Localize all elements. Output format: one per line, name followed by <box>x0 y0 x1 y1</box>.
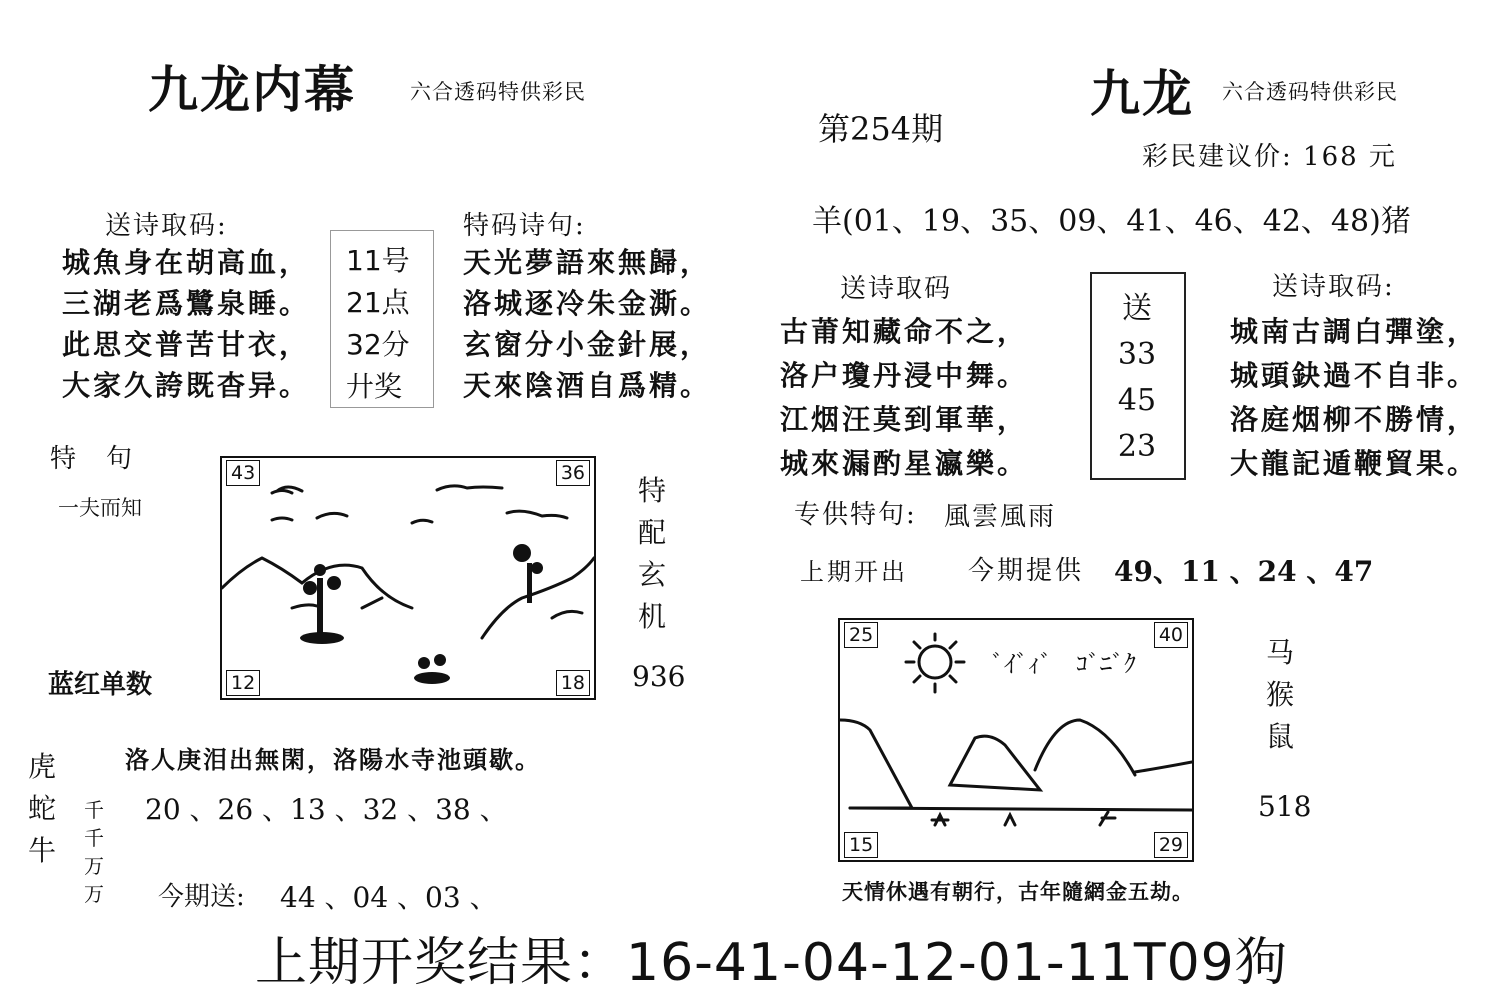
middle-item: 廾奖 <box>346 370 403 403</box>
vertical-char: 玄 <box>638 558 667 591</box>
left-title: 九龙内幕 <box>148 60 356 119</box>
poem-line: 大龍記遁鞭貿果。 <box>1230 447 1479 480</box>
poem-line: 天來陰酒自爲精。 <box>463 369 712 402</box>
corner-label: 29 <box>1154 832 1188 858</box>
left-middle-list <box>346 240 410 408</box>
right-poem-b <box>1230 310 1478 486</box>
right-side-vertical <box>1266 632 1294 758</box>
poem-line: 城來漏酌星瀛樂。 <box>780 447 1029 480</box>
issue-number: 第254期 <box>818 110 944 148</box>
right-subtitle: 六合透码特供彩民 <box>1222 80 1398 104</box>
poem-line: 城南古調白彈塗， <box>1230 315 1479 348</box>
zodiac-end: 猪 <box>1380 204 1411 239</box>
vertical-char: 蛇 <box>28 792 57 825</box>
left-poem-heading-a: 送诗取码: <box>105 211 228 241</box>
right-poem-heading-b: 送诗取码: <box>1272 272 1395 302</box>
vertical-char: 配 <box>638 516 667 549</box>
vertical-char: 千 <box>84 826 104 850</box>
vertical-char: 虎 <box>28 750 57 783</box>
vertical-char: 万 <box>84 882 104 906</box>
this-provide-numbers: 49、11 、24 、47 <box>1114 555 1374 588</box>
middle-item: 21点 <box>346 286 410 319</box>
vertical-char: 机 <box>638 600 667 633</box>
tejv-text: 一夫而知 <box>58 496 142 520</box>
middle-item: 11号 <box>346 244 410 277</box>
middle-item: 32分 <box>346 328 410 361</box>
poem-line: 天光夢語來無歸， <box>463 246 712 279</box>
left-zodiac-vertical <box>28 746 56 872</box>
corner-label: 36 <box>556 460 590 486</box>
vertical-char: 千 <box>84 798 104 822</box>
left-poem-a <box>62 242 310 406</box>
price-label: 彩民建议价: 168 元 <box>1142 142 1397 172</box>
right-send-list <box>1090 286 1184 470</box>
left-line-poem: 洛人庚泪出無閑，洛陽水寺池頭歇。 <box>125 745 541 774</box>
left-side-vertical <box>638 470 666 638</box>
poem-line: 洛户瓊丹浸中舞。 <box>780 359 1029 392</box>
last-result: 上期开奖结果：16-41-04-12-01-11T09狗 <box>255 933 1288 993</box>
this-period-numbers: 44 、04 、03 、 <box>280 881 498 914</box>
right-side-number: 518 <box>1258 790 1312 823</box>
poem-line: 此思交普苦甘衣， <box>62 328 311 361</box>
blue-red-label: 蓝红单数 <box>48 670 153 700</box>
send-item: 23 <box>1117 429 1157 464</box>
sky-doodles: ﾞｲﾞｨﾞ ｺﾞﾆﾞｸ <box>992 650 1136 678</box>
special-label: 专供特句: <box>794 500 917 530</box>
vertical-char: 鼠 <box>1266 720 1295 753</box>
vertical-char: 猴 <box>1266 678 1295 711</box>
number-list: 01、19、35、09、41、46、42、48 <box>853 204 1370 239</box>
poem-line: 城頭鈌過不自非。 <box>1230 359 1479 392</box>
left-poem-heading-b: 特码诗句: <box>463 211 586 241</box>
landscape-drawing <box>222 458 594 698</box>
corner-label: 12 <box>226 670 260 696</box>
left-numbers-row: 20 、26 、13 、32 、38 、 <box>145 793 508 826</box>
left-side-number: 936 <box>632 660 686 693</box>
tejv-label: 特 句 <box>50 444 135 474</box>
corner-label: 43 <box>226 460 260 486</box>
left-picture <box>220 456 596 700</box>
left-poem-b <box>463 242 711 406</box>
poem-line: 玄窗分小金針展， <box>463 328 712 361</box>
poem-line: 洛城逐冷朱金澌。 <box>463 287 712 320</box>
right-bottom-poem: 天情休遇有朝行，古年隨網金五劫。 <box>842 879 1194 904</box>
send-item: 33 <box>1117 337 1157 372</box>
right-poem-heading-a: 送诗取码 <box>840 274 953 304</box>
last-period-label: 上期开出 <box>800 558 908 586</box>
corner-label: 25 <box>844 622 878 648</box>
zodiac-start: 羊 <box>812 204 842 239</box>
right-picture <box>838 618 1194 862</box>
poem-line: 江烟汪莫到軍華， <box>780 403 1029 436</box>
corner-label: 15 <box>844 832 878 858</box>
poem-line: 大家久誇既杳异。 <box>62 369 311 402</box>
this-provide-label: 今期提供 <box>968 556 1085 586</box>
vertical-char: 万 <box>84 854 104 878</box>
center-number-line: 羊(01、19、35、09、41、46、42、48)猪 <box>812 204 1411 239</box>
special-text: 風雲風雨 <box>944 502 1057 532</box>
vertical-char: 特 <box>638 474 667 507</box>
corner-label: 18 <box>556 670 590 696</box>
right-poem-a <box>780 310 1028 486</box>
left-tiny-vertical <box>84 796 104 908</box>
vertical-char: 牛 <box>28 834 57 867</box>
corner-label: 40 <box>1154 622 1188 648</box>
right-title: 九龙 <box>1090 64 1194 123</box>
this-period-label: 今期送: <box>158 882 245 912</box>
left-subtitle: 六合透码特供彩民 <box>410 80 586 104</box>
poem-line: 洛庭烟柳不勝情， <box>1230 403 1479 436</box>
send-item: 45 <box>1117 383 1157 418</box>
poem-line: 三湖老爲鷺泉睡。 <box>62 287 311 320</box>
vertical-char: 马 <box>1266 636 1295 669</box>
poem-line: 城魚身在胡高血， <box>62 246 311 279</box>
poem-line: 古莆知藏命不之， <box>780 315 1029 348</box>
send-item: 送 <box>1122 291 1152 326</box>
